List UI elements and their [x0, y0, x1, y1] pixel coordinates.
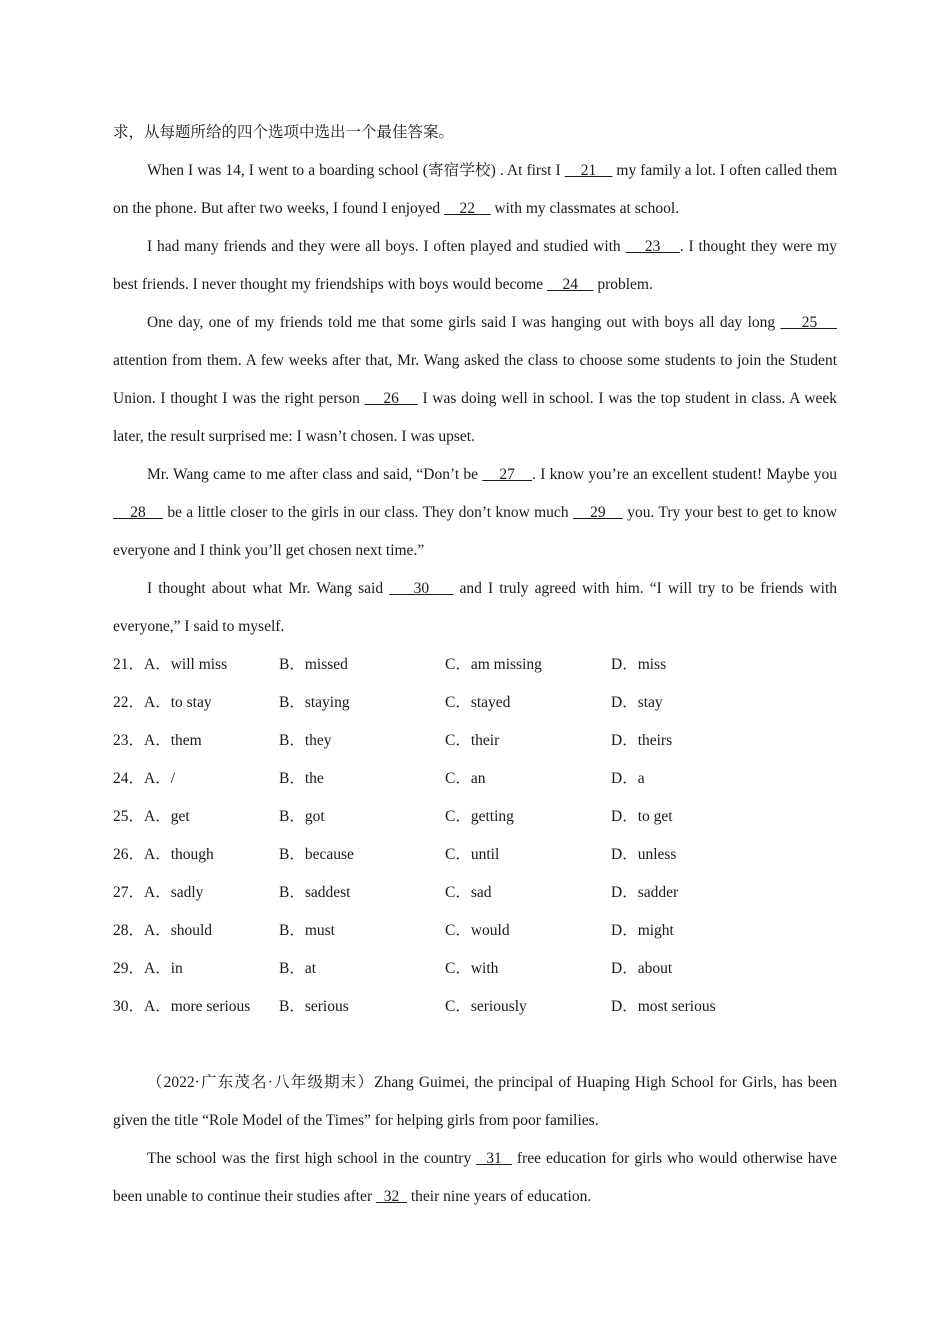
option-c[interactable]: C．sad: [445, 884, 492, 901]
option-b[interactable]: B．missed: [279, 656, 348, 673]
passage2-paragraph-1: （2022·广东茂名·八年级期末）Zhang Guimei, the principal of Huaping High School for Girls, has been given the title “Role Model of the Times” for helping girls from poor families.: [113, 1074, 837, 1129]
option-a[interactable]: A．though: [144, 846, 214, 863]
option-c[interactable]: C．would: [445, 922, 510, 939]
blank-31: 31: [476, 1150, 512, 1167]
question-row-27: 27．A．sadly B．saddest C．sad D．sadder: [113, 874, 837, 912]
option-b[interactable]: B．must: [279, 922, 335, 939]
instruction-line: 求，从每题所给的四个选项中选出一个最佳答案。: [113, 124, 455, 141]
passage2-paragraph-2: The school was the first high school in the country 31 free education for girls who would otherwise have been unable to continue their studies after 32 their nine years of education.: [113, 1150, 837, 1205]
option-a[interactable]: A．sadly: [144, 884, 204, 901]
option-a[interactable]: A．/: [144, 770, 176, 787]
option-a[interactable]: A．them: [144, 732, 202, 749]
option-d[interactable]: D．most serious: [611, 998, 716, 1015]
option-d[interactable]: D．might: [611, 922, 674, 939]
blank-30: 30: [389, 580, 454, 597]
question-row-25: 25．A．get B．got C．getting D．to get: [113, 798, 837, 836]
passage-paragraph-3: One day, one of my friends told me that some girls said I was hanging out with boys all day long 25 attention from them. A few weeks after that, Mr. Wang asked the class to choose some students to join the Student Union. I thought I was the right person 26 I was doing well in school. I was the top student in class. A week later, the result surprised me: I wasn’t chosen. I was upset.: [113, 314, 837, 445]
question-row-23: 23．A．them B．they C．their D．theirs: [113, 722, 837, 760]
passage-paragraph-1: When I was 14, I went to a boarding school (寄宿学校) . At first I 21 my family a lot. I often called them on the phone. But after two weeks, I found I enjoyed 22 with my classmates at school.: [113, 162, 838, 217]
option-c[interactable]: C．their: [445, 732, 500, 749]
option-b[interactable]: B．at: [279, 960, 317, 977]
passage-paragraph-5: I thought about what Mr. Wang said 30 and I truly agreed with him. “I will try to be friends with everyone,” I said to myself.: [113, 580, 838, 635]
option-d[interactable]: D．a: [611, 770, 645, 787]
options-list: [113, 646, 837, 1026]
blank-26: 26: [364, 390, 418, 407]
option-d[interactable]: D．about: [611, 960, 673, 977]
question-row-30: 30．A．more serious B．serious C．seriously D．most serious: [113, 988, 837, 1026]
option-a[interactable]: A．more serious: [144, 998, 251, 1015]
document-content: [113, 114, 837, 1216]
blank-24: 24: [546, 276, 594, 293]
option-b[interactable]: B．got: [279, 808, 325, 825]
option-a[interactable]: A．to stay: [144, 694, 212, 711]
option-d[interactable]: D．sadder: [611, 884, 679, 901]
option-a[interactable]: A．in: [144, 960, 183, 977]
option-b[interactable]: B．serious: [279, 998, 349, 1015]
option-a[interactable]: A．will miss: [144, 656, 228, 673]
option-c[interactable]: C．until: [445, 846, 500, 863]
question-row-29: 29．A．in B．at C．with D．about: [113, 950, 837, 988]
blank-22: 22: [444, 200, 491, 217]
blank-21: 21: [564, 162, 613, 179]
option-c[interactable]: C．getting: [445, 808, 514, 825]
question-row-22: 22．A．to stay B．staying C．stayed D．stay: [113, 684, 837, 722]
option-d[interactable]: D．theirs: [611, 732, 673, 749]
option-c[interactable]: C．stayed: [445, 694, 511, 711]
option-b[interactable]: B．they: [279, 732, 332, 749]
blank-32: 32: [375, 1188, 407, 1205]
section-spacer: [113, 1026, 837, 1064]
blank-23: 23: [625, 238, 680, 255]
blank-29: 29: [572, 504, 623, 521]
option-b[interactable]: B．saddest: [279, 884, 351, 901]
blank-28: 28: [113, 504, 164, 521]
question-row-28: 28．A．should B．must C．would D．might: [113, 912, 837, 950]
option-b[interactable]: B．the: [279, 770, 324, 787]
option-a[interactable]: A．should: [144, 922, 213, 939]
option-d[interactable]: D．to get: [611, 808, 673, 825]
option-c[interactable]: C．an: [445, 770, 486, 787]
option-c[interactable]: C．with: [445, 960, 499, 977]
option-d[interactable]: D．unless: [611, 846, 677, 863]
question-row-21: 21．A．will miss B．missed C．am missing D．miss: [113, 646, 837, 684]
option-b[interactable]: B．staying: [279, 694, 350, 711]
question-row-26: 26．A．though B．because C．until D．unless: [113, 836, 837, 874]
option-d[interactable]: D．stay: [611, 694, 663, 711]
option-b[interactable]: B．because: [279, 846, 354, 863]
blank-27: 27: [482, 466, 533, 483]
question-row-24: 24．A．/ B．the C．an D．a: [113, 760, 837, 798]
passage-paragraph-4: Mr. Wang came to me after class and said, “Don’t be 27 . I know you’re an excellent student! Maybe you 28 be a little closer to the girls in our class. They don’t know much 29 you. Try your best to get to know everyone and I think you’ll get chosen next time.”: [113, 466, 838, 559]
blank-25: 25: [780, 314, 837, 331]
passage-paragraph-2: I had many friends and they were all boys. I often played and studied with 23 . I thought they were my best friends. I never thought my friendships with boys would become 24 problem.: [113, 238, 838, 293]
option-c[interactable]: C．am missing: [445, 656, 542, 673]
option-a[interactable]: A．get: [144, 808, 190, 825]
option-c[interactable]: C．seriously: [445, 998, 527, 1015]
option-d[interactable]: D．miss: [611, 656, 667, 673]
